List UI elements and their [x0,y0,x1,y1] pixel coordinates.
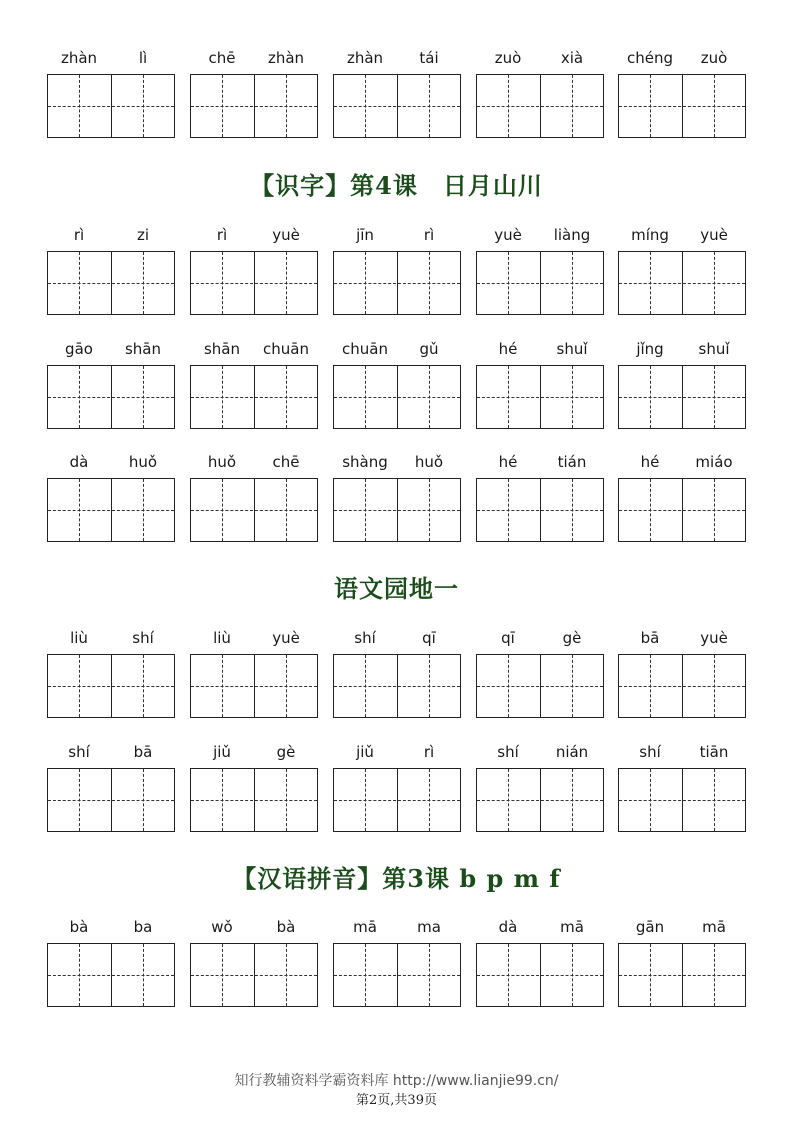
pinyin-syllable: gāo [65,340,93,358]
tianzige-writing-grid [333,654,461,718]
pinyin-syllable: zuò [700,49,728,67]
word-group [618,48,748,158]
pinyin-syllable: chuān [263,340,309,358]
pinyin-syllable: gè [562,629,582,647]
pinyin-syllable: míng [631,226,669,244]
pinyin-syllable: jīn [356,226,374,244]
pinyin-syllable: nián [555,743,589,761]
tianzige-writing-grid [333,74,461,138]
tianzige-writing-grid [476,943,604,1007]
tianzige-writing-grid [618,74,746,138]
pinyin-row [0,339,793,449]
tianzige-writing-grid [47,74,175,138]
pinyin-syllable: shān [203,340,241,358]
word-group [47,225,177,335]
word-group [190,917,320,1027]
tianzige-writing-grid [618,478,746,542]
pinyin-syllable: zuò [494,49,522,67]
word-group [190,742,320,852]
pinyin-syllable: yuè [272,226,300,244]
tianzige-writing-grid [190,654,318,718]
pinyin-syllable: shí [497,743,519,761]
word-group [190,339,320,449]
pinyin-syllable: rì [423,226,435,244]
pinyin-syllable: yuè [272,629,300,647]
word-group [333,48,463,158]
pinyin-syllable: liàng [553,226,591,244]
word-group [476,742,606,852]
word-group [47,742,177,852]
pinyin-syllable: tián [557,453,587,471]
pinyin-syllable: shuǐ [556,340,588,358]
tianzige-writing-grid [476,768,604,832]
pinyin-syllable: shàng [342,453,388,471]
word-group [47,628,177,738]
word-group [333,339,463,449]
tianzige-writing-grid [47,943,175,1007]
word-group [47,917,177,1027]
tianzige-writing-grid [190,478,318,542]
word-group [47,339,177,449]
word-group [476,225,606,335]
pinyin-syllable: shí [354,629,376,647]
word-group [333,225,463,335]
pinyin-syllable: shuǐ [698,340,730,358]
word-group [618,917,748,1027]
word-group [190,628,320,738]
word-group [618,339,748,449]
pinyin-syllable: tái [419,49,439,67]
tianzige-writing-grid [476,74,604,138]
pinyin-syllable: chē [272,453,300,471]
pinyin-syllable: miáo [695,453,733,471]
word-group [190,225,320,335]
pinyin-syllable: dà [69,453,89,471]
pinyin-syllable: yuè [494,226,522,244]
pinyin-syllable: zhàn [267,49,305,67]
tianzige-writing-grid [476,654,604,718]
pinyin-row [0,225,793,335]
pinyin-syllable: dà [498,918,518,936]
tianzige-writing-grid [190,943,318,1007]
pinyin-syllable: zhàn [60,49,98,67]
word-group [333,628,463,738]
section-title: 【识字】第4课 日月山川 [250,171,543,200]
pinyin-syllable: bā [640,629,660,647]
pinyin-syllable: mā [353,918,377,936]
tianzige-writing-grid [47,251,175,315]
tianzige-writing-grid [618,251,746,315]
pinyin-syllable: ma [417,918,441,936]
pinyin-syllable: hé [498,340,518,358]
word-group [333,452,463,562]
pinyin-syllable: xià [560,49,584,67]
pinyin-syllable: qī [501,629,515,647]
pinyin-row [0,48,793,158]
word-group [47,452,177,562]
pinyin-syllable: yuè [700,629,728,647]
tianzige-writing-grid [190,768,318,832]
footer-source: 知行教辅资料学霸资料库 http://www.lianjie99.cn/ [234,1073,559,1089]
pinyin-syllable: chē [208,49,236,67]
pinyin-syllable: ba [133,918,153,936]
tianzige-writing-grid [190,365,318,429]
tianzige-writing-grid [47,654,175,718]
tianzige-writing-grid [476,365,604,429]
pinyin-syllable: tiān [699,743,729,761]
word-group [618,452,748,562]
pinyin-syllable: hé [498,453,518,471]
pinyin-row [0,452,793,562]
section-title: 【汉语拼音】第3课 b p m f [232,864,561,893]
pinyin-syllable: jiǔ [356,743,374,761]
tianzige-writing-grid [618,768,746,832]
pinyin-syllable: yuè [700,226,728,244]
pinyin-syllable: rì [423,743,435,761]
pinyin-syllable: hé [640,453,660,471]
tianzige-writing-grid [47,768,175,832]
tianzige-writing-grid [333,251,461,315]
pinyin-syllable: bā [133,743,153,761]
word-group [476,628,606,738]
pinyin-row [0,628,793,738]
word-group [333,917,463,1027]
word-group [190,452,320,562]
pinyin-syllable: jǐng [636,340,664,358]
pinyin-syllable: gān [635,918,665,936]
tianzige-writing-grid [333,768,461,832]
tianzige-writing-grid [618,365,746,429]
pinyin-syllable: shān [124,340,162,358]
word-group [476,917,606,1027]
word-group [333,742,463,852]
word-group [476,48,606,158]
pinyin-syllable: liù [213,629,231,647]
pinyin-syllable: rì [73,226,85,244]
section-title: 语文园地一 [334,574,459,603]
word-group [476,339,606,449]
pinyin-syllable: huǒ [128,453,158,471]
pinyin-syllable: gǔ [419,340,439,358]
pinyin-syllable: jiǔ [213,743,231,761]
pinyin-syllable: mā [702,918,726,936]
pinyin-syllable: huǒ [414,453,444,471]
pinyin-syllable: gè [276,743,296,761]
word-group [476,452,606,562]
pinyin-syllable: shí [132,629,154,647]
tianzige-writing-grid [190,74,318,138]
pinyin-syllable: chéng [626,49,673,67]
pinyin-syllable: bà [276,918,296,936]
footer-page-number: 第2页,共39页 [356,1093,437,1108]
pinyin-row [0,742,793,852]
pinyin-syllable: zhàn [346,49,384,67]
pinyin-syllable: wǒ [211,918,233,936]
pinyin-syllable: chuān [342,340,388,358]
word-group [47,48,177,158]
pinyin-syllable: huǒ [207,453,237,471]
pinyin-syllable: liù [70,629,88,647]
pinyin-syllable: zi [136,226,150,244]
tianzige-writing-grid [333,478,461,542]
tianzige-writing-grid [618,943,746,1007]
pinyin-syllable: lì [138,49,148,67]
word-group [618,628,748,738]
pinyin-syllable: shí [639,743,661,761]
pinyin-syllable: bà [69,918,89,936]
tianzige-writing-grid [476,251,604,315]
pinyin-row [0,917,793,1027]
tianzige-writing-grid [333,365,461,429]
word-group [618,225,748,335]
tianzige-writing-grid [47,478,175,542]
word-group [190,48,320,158]
tianzige-writing-grid [333,943,461,1007]
tianzige-writing-grid [47,365,175,429]
tianzige-writing-grid [476,478,604,542]
tianzige-writing-grid [190,251,318,315]
pinyin-syllable: shí [68,743,90,761]
pinyin-syllable: qī [422,629,436,647]
pinyin-syllable: mā [560,918,584,936]
tianzige-writing-grid [618,654,746,718]
word-group [618,742,748,852]
pinyin-syllable: rì [216,226,228,244]
